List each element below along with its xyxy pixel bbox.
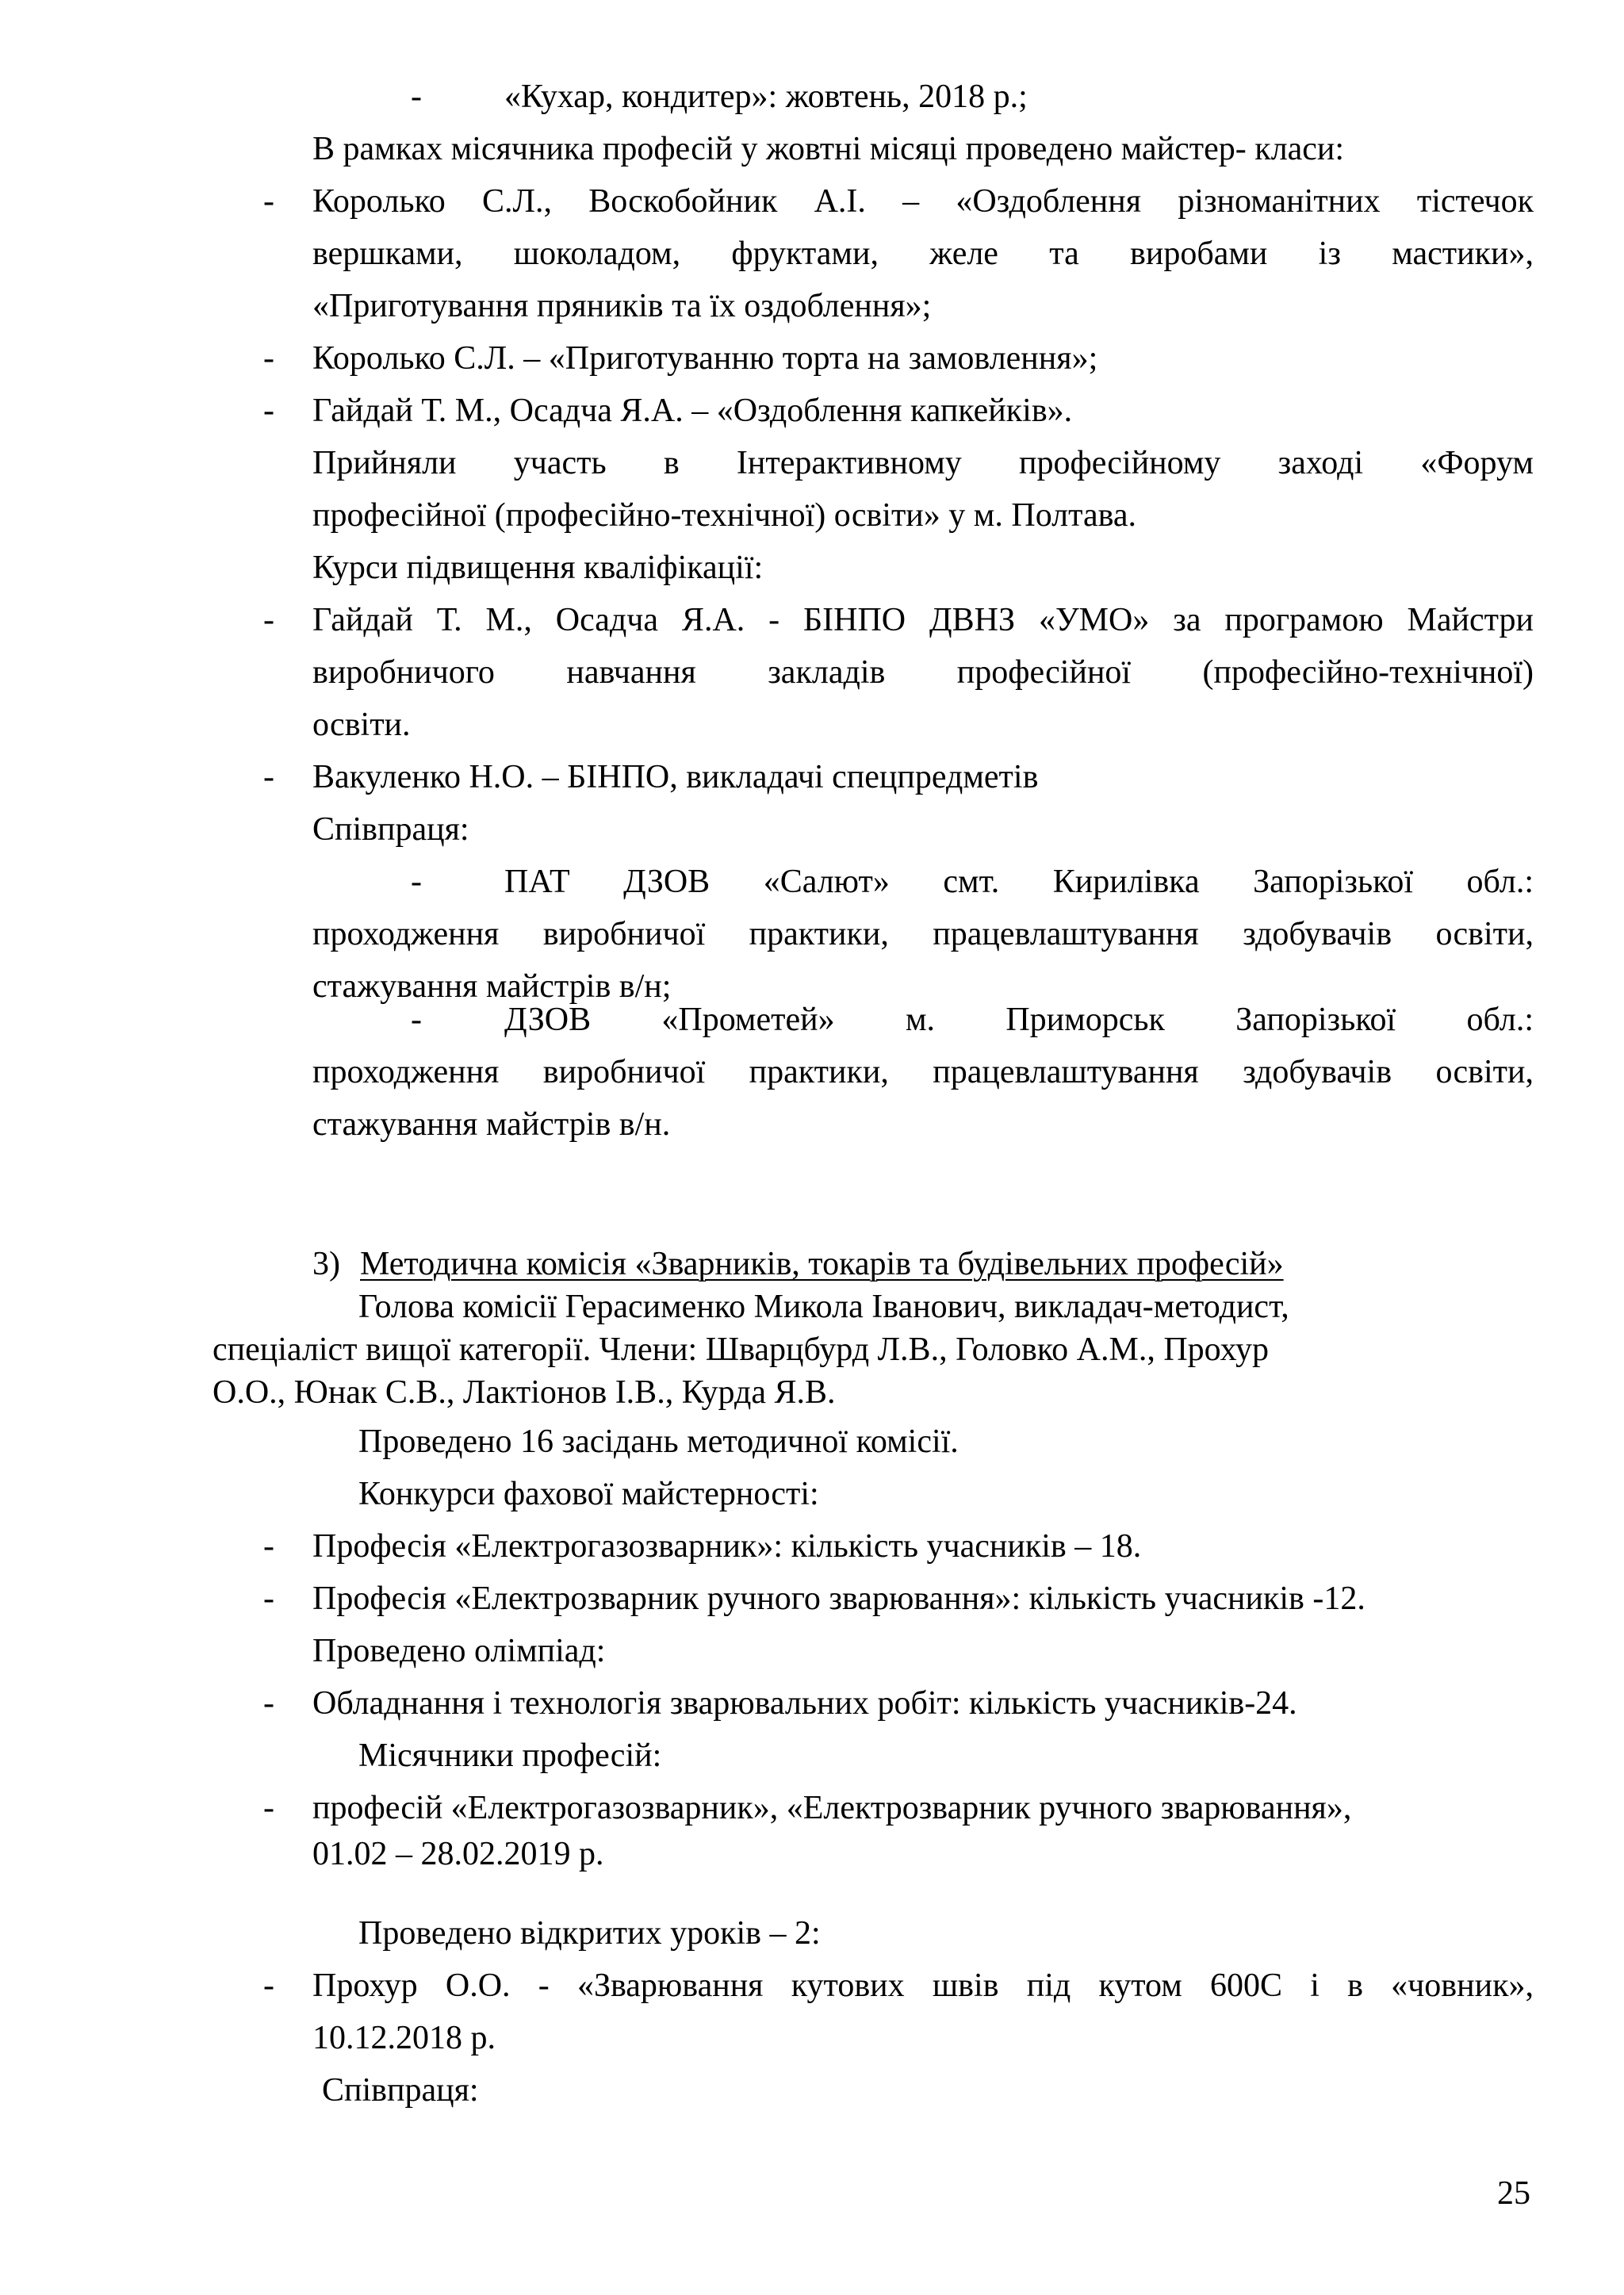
- text-line: Проведено олімпіад:: [312, 1633, 606, 1669]
- list-dash: -: [411, 79, 422, 115]
- text-line: Голова комісії Герасименко Микола Іванович, викладач-методист,: [358, 1289, 1289, 1325]
- list-dash: -: [263, 1685, 274, 1722]
- list-dash: -: [411, 864, 422, 900]
- text-line: проходження виробничої практики, працевлаштування здобувачів освіти,: [312, 916, 1534, 952]
- text-line: Проведено відкритих уроків – 2:: [358, 1915, 821, 1952]
- text-line: стажування майстрів в/н;: [312, 968, 672, 1005]
- text-line: проходження виробничої практики, працевлаштування здобувачів освіти,: [312, 1054, 1534, 1090]
- list-dash: -: [263, 1580, 274, 1617]
- text-line: професій «Електрогазозварник», «Електрозварник ручного зварювання»,: [312, 1790, 1352, 1826]
- text-line: Професія «Електрозварник ручного зварювання»: кількість учасників -12.: [312, 1580, 1365, 1617]
- list-dash: -: [263, 393, 274, 429]
- text-line: Гайдай Т. М., Осадча Я.А. – «Оздоблення капкейків».: [312, 393, 1073, 429]
- text-line: Проведено 16 засідань методичної комісії.: [358, 1423, 959, 1460]
- text-line: Королько С.Л. – «Приготуванню торта на замовлення»;: [312, 340, 1098, 377]
- text-line: Співпраця:: [322, 2072, 479, 2109]
- list-dash: -: [263, 340, 274, 377]
- text-line: Королько С.Л., Воскобойник А.І. – «Оздоблення різноманітних тістечок: [312, 183, 1534, 220]
- text-line: Прохур О.О. - «Зварювання кутових швів під кутом 600С і в «човник»,: [312, 1967, 1534, 2004]
- section-heading: Методична комісія «Зварників, токарів та будівельних професій»: [360, 1246, 1284, 1282]
- text-line: спеціаліст вищої категорії. Члени: Шварцбурд Л.В., Головко А.М., Прохур: [213, 1331, 1270, 1368]
- text-line: Вакуленко Н.О. – БІНПО, викладачі спецпредметів: [312, 759, 1039, 795]
- list-dash: -: [263, 1790, 274, 1826]
- text-line: Гайдай Т. М., Осадча Я.А. - БІНПО ДВНЗ «УМО» за програмою Майстри: [312, 602, 1534, 638]
- text-line: вершками, шоколадом, фруктами, желе та виробами із мастики»,: [312, 236, 1534, 272]
- text-line: освіти.: [312, 707, 411, 743]
- text-line: Співпраця:: [312, 811, 469, 848]
- text-line: 01.02 – 28.02.2019 р.: [312, 1836, 604, 1872]
- text-line: ПАТ ДЗОВ «Салют» смт. Кирилівка Запорізької обл.:: [504, 864, 1534, 900]
- section-number: 3): [312, 1246, 340, 1282]
- text-line: Конкурси фахової майстерності:: [358, 1476, 819, 1512]
- list-dash: -: [411, 1002, 422, 1038]
- list-dash: -: [263, 183, 274, 220]
- text-line: 10.12.2018 р.: [312, 2020, 496, 2056]
- text-line: Прийняли участь в Інтерактивному професійному заході «Форум: [312, 445, 1534, 481]
- text-line: Обладнання і технологія зварювальних робіт: кількість учасників-24.: [312, 1685, 1297, 1722]
- text-line: стажування майстрів в/н.: [312, 1106, 671, 1143]
- text-line: Професія «Електрогазозварник»: кількість учасників – 18.: [312, 1528, 1142, 1565]
- text-line: Курси підвищення кваліфікації:: [312, 550, 764, 586]
- list-dash: -: [263, 602, 274, 638]
- list-dash: -: [263, 1528, 274, 1565]
- text-line: виробничого навчання закладів професійної (професійно-технічної): [312, 654, 1534, 691]
- text-line: ДЗОВ «Прометей» м. Приморськ Запорізької обл.:: [504, 1002, 1534, 1038]
- text-line: професійної (професійно-технічної) освіти» у м. Полтава.: [312, 497, 1137, 534]
- text-line: О.О., Юнак С.В., Лактіонов І.В., Курда Я.В.: [213, 1374, 836, 1411]
- text-line: «Приготування пряників та їх оздоблення»;: [312, 288, 932, 324]
- page-number: 25: [1497, 2175, 1530, 2212]
- list-dash: -: [263, 1967, 274, 2004]
- text-line: «Кухар, кондитер»: жовтень, 2018 р.;: [504, 79, 1028, 115]
- list-dash: -: [263, 759, 274, 795]
- text-line: В рамках місячника професій у жовтні місяці проведено майстер- класи:: [312, 131, 1345, 167]
- text-line: Місячники професій:: [358, 1738, 662, 1774]
